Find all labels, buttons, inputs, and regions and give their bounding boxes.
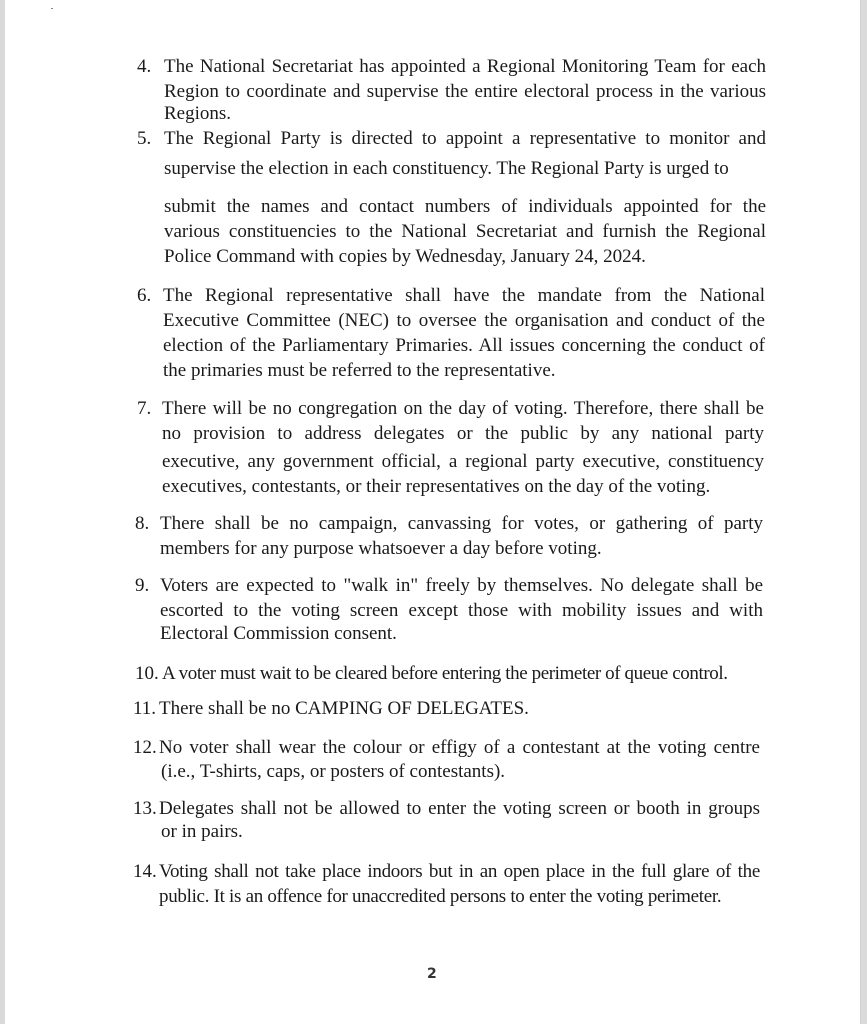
item-number: 13. xyxy=(133,798,157,819)
item-line: There will be no congregation on the day of voting. Therefore, there shall be xyxy=(162,398,764,419)
item-line: submit the names and contact numbers of individuals appointed for the xyxy=(164,196,766,217)
item-line: or in pairs. xyxy=(161,821,243,842)
item-line: Regions. xyxy=(164,103,232,124)
item-number: 12. xyxy=(133,737,157,758)
item-line: The Regional Party is directed to appoint a representative to monitor and xyxy=(164,128,766,149)
item-line: No voter shall wear the colour or effigy of a contestant at the voting centre xyxy=(159,737,760,758)
item-number: 11. xyxy=(133,698,157,719)
item-line: Executive Committee (NEC) to oversee the organisation and conduct of the xyxy=(163,310,765,331)
item-line: election of the Parliamentary Primaries. All issues concerning the conduct of xyxy=(163,335,765,356)
item-number: 4. xyxy=(137,56,152,77)
item-line: escorted to the voting screen except those with mobility issues and with xyxy=(160,600,763,621)
item-line: Delegates shall not be allowed to enter the voting screen or booth in groups xyxy=(159,798,760,819)
item-line: supervise the election in each constituency. The Regional Party is urged to xyxy=(164,158,729,179)
item-line: executives, contestants, or their representatives on the day of the voting. xyxy=(162,476,711,497)
item-number: 9. xyxy=(135,575,150,596)
item-line: There shall be no campaign, canvassing for votes, or gathering of party xyxy=(160,513,763,534)
item-line: There shall be no CAMPING OF DELEGATES. xyxy=(159,698,529,719)
item-line: various constituencies to the National Secretariat and furnish the Regional xyxy=(164,221,766,242)
item-number: 14. xyxy=(133,861,157,882)
item-line: A voter must wait to be cleared before entering the perimeter of queue control. xyxy=(162,663,728,684)
item-line: (i.e., T-shirts, caps, or posters of contestants). xyxy=(161,761,506,782)
page-number: 2 xyxy=(427,966,437,982)
item-line: Voting shall not take place indoors but in an open place in the full glare of the xyxy=(159,861,760,882)
item-number: 6. xyxy=(137,285,152,306)
item-number: 5. xyxy=(137,128,152,149)
item-line: public. It is an offence for unaccredited persons to enter the voting perimeter. xyxy=(159,886,722,907)
item-line: Region to coordinate and supervise the entire electoral process in the various xyxy=(164,81,766,102)
item-line: members for any purpose whatsoever a day before voting. xyxy=(160,538,602,559)
item-number: 8. xyxy=(135,513,150,534)
item-line: The National Secretariat has appointed a Regional Monitoring Team for each xyxy=(164,56,766,77)
item-line: Voters are expected to "walk in" freely by themselves. No delegate shall be xyxy=(160,575,763,596)
item-number: 7. xyxy=(137,398,152,419)
item-line: Police Command with copies by Wednesday, January 24, 2024. xyxy=(164,246,646,267)
item-line: The Regional representative shall have the mandate from the National xyxy=(163,285,765,306)
item-line: executive, any government official, a regional party executive, constituency xyxy=(162,451,764,472)
item-number: 10. xyxy=(135,663,159,684)
item-line: Electoral Commission consent. xyxy=(160,623,397,644)
item-line: no provision to address delegates or the public by any national party xyxy=(162,423,764,444)
item-line: the primaries must be referred to the representative. xyxy=(163,360,556,381)
